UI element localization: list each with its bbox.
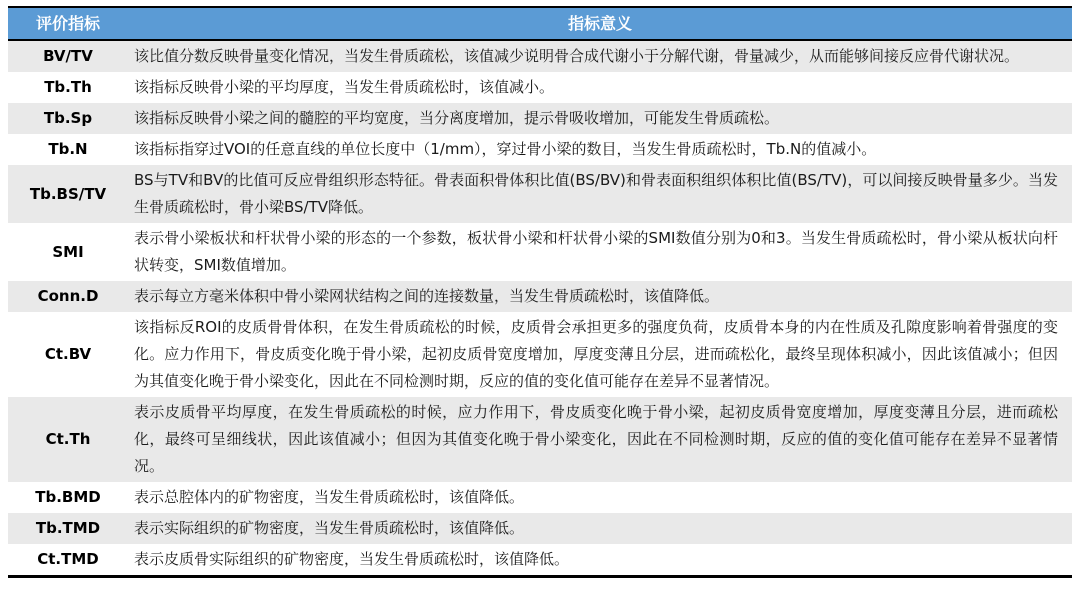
meaning-cell: 该比值分数反映骨量变化情况，当发生骨质疏松，该值减少说明骨合成代谢小于分解代谢，骨量减少，从而能够间接反应骨代谢状况。 <box>134 47 1020 66</box>
indicator-table <box>8 6 1072 578</box>
table-row <box>8 103 1072 134</box>
indicator-cell: Conn.D <box>37 287 99 306</box>
header-row <box>8 7 1072 40</box>
indicator-cell: Tb.N <box>48 140 88 159</box>
meaning-cell: 表示实际组织的矿物密度，当发生骨质疏松时，该值降低。 <box>134 519 525 538</box>
meaning-cell: 该指标反ROI的皮质骨骨体积，在发生骨质疏松的时候，皮质骨会承担更多的强度负荷，皮质骨本身的内在性质及孔隙度影响着骨强度的变化。应力作用下，骨皮质变化晚于骨小梁，起初皮质骨宽度增加，厚度变薄且分层，进而疏松化，最终呈现体积减小，因此该值减小；但因为其值变化晚于骨小梁变化，因此在不同检测时期，反应的值的变化值可能存在差异不显著情况。 <box>134 318 1058 391</box>
meaning-cell: 该指标反映骨小梁之间的髓腔的平均宽度，当分离度增加，提示骨吸收增加，可能发生骨质疏松。 <box>134 109 780 128</box>
meaning-cell: BS与TV和BV的比值可反应骨组织形态特征。骨表面积骨体积比值(BS/BV)和骨表面积组织体积比值(BS/TV)，可以间接反映骨量多少。当发生骨质疏松时，骨小梁BS/TV降低。 <box>134 171 1058 217</box>
meaning-cell: 该指标反映骨小梁的平均厚度，当发生骨质疏松时，该值减小。 <box>134 78 555 97</box>
meaning-cell: 表示骨小梁板状和杆状骨小梁的形态的一个参数，板状骨小梁和杆状骨小梁的SMI数值分别为0和3。当发生骨质疏松时，骨小梁从板状向杆状转变，SMI数值增加。 <box>134 229 1058 275</box>
table-row <box>8 223 1072 281</box>
meaning-cell: 表示皮质骨实际组织的矿物密度，当发生骨质疏松时，该值降低。 <box>134 550 570 569</box>
table-row <box>8 482 1072 513</box>
table-row <box>8 544 1072 577</box>
table-row <box>8 513 1072 544</box>
table-row <box>8 397 1072 482</box>
table-header <box>8 7 1072 40</box>
header-cell-indicator: 评价指标 <box>8 7 128 40</box>
table-row <box>8 40 1072 72</box>
indicator-cell: SMI <box>52 242 84 261</box>
header-cell-meaning: 指标意义 <box>128 7 1072 40</box>
meaning-cell: 表示总腔体内的矿物密度，当发生骨质疏松时，该值降低。 <box>134 488 525 507</box>
indicator-cell: Ct.TMD <box>37 550 99 569</box>
indicator-cell: Tb.TMD <box>35 519 101 538</box>
table-row <box>8 312 1072 397</box>
meaning-cell: 表示每立方毫米体积中骨小梁网状结构之间的连接数量，当发生骨质疏松时，该值降低。 <box>134 287 720 306</box>
indicator-cell: Ct.BV <box>44 345 92 364</box>
indicator-cell: Ct.Th <box>45 430 91 449</box>
table-body <box>8 40 1072 577</box>
table-row <box>8 165 1072 223</box>
table-row <box>8 134 1072 165</box>
indicator-cell: BV/TV <box>43 47 93 66</box>
indicator-cell: Tb.BMD <box>35 488 101 507</box>
indicator-cell: Tb.Sp <box>43 109 93 128</box>
meaning-cell: 该指标指穿过VOI的任意直线的单位长度中（1/mm），穿过骨小梁的数目，当发生骨质疏松时，Tb.N的值减小。 <box>134 140 877 159</box>
indicator-cell: Tb.BS/TV <box>29 184 107 203</box>
table-row <box>8 72 1072 103</box>
meaning-cell: 表示皮质骨平均厚度，在发生骨质疏松的时候，应力作用下，骨皮质变化晚于骨小梁，起初皮质骨宽度增加，厚度变薄且分层，进而疏松化，最终可呈细线状，因此该值减小；但因为其值变化晚于骨小梁变化，因此在不同检测时期，反应的值的变化值可能存在差异不显著情况。 <box>134 403 1058 476</box>
indicator-cell: Tb.Th <box>44 78 92 97</box>
table-row <box>8 281 1072 312</box>
